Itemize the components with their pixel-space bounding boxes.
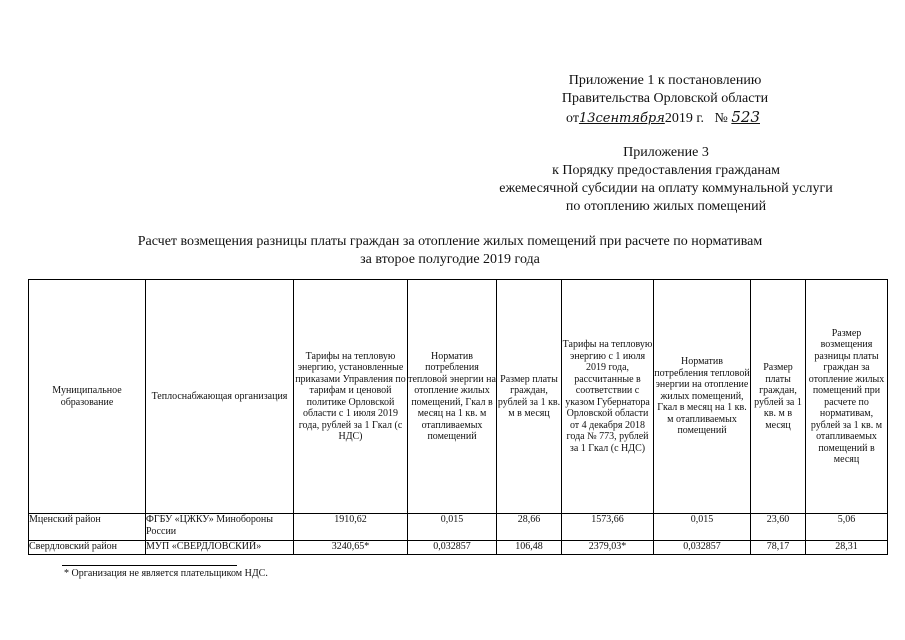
col-header: Норматив потребления тепловой энергии на отопление жилых помещений, Гкал в месяц на 1 кв. м отапливаемых помещений: [408, 280, 497, 514]
table-cell: 0,032857: [408, 541, 497, 555]
col-header: Размер платы граждан, рублей за 1 кв. м в месяц: [751, 280, 806, 514]
table-cell: 106,48: [497, 541, 562, 555]
table-cell: 28,31: [806, 541, 888, 555]
handwritten-date: 13сентября: [578, 111, 665, 126]
table-cell: 23,60: [751, 514, 806, 541]
annex3-line4: по отоплению жилых помещений: [565, 199, 767, 214]
table-cell: Мценский район: [29, 514, 146, 541]
title-line2: за второе полугодие 2019 года: [360, 252, 540, 267]
footnote: * Организация не является плательщиком НДС.: [64, 568, 268, 579]
table-cell: 78,17: [751, 541, 806, 555]
annex3-line2: к Порядку предоставления гражданам: [552, 163, 780, 178]
handwritten-number: 523: [731, 108, 760, 126]
title-line1: Расчет возмещения разницы платы граждан за отопление жилых помещений при расчете по нормативам: [137, 234, 763, 249]
table-cell: 1910,62: [294, 514, 408, 541]
table-cell: 28,66: [497, 514, 562, 541]
col-header: Муниципальное образование: [29, 280, 146, 514]
annex3-line1: Приложение 3: [623, 145, 709, 160]
annex1-line1: Приложение 1 к постановлению: [568, 73, 762, 88]
col-header: Тарифы на тепловую энергию, установленные приказами Управления по тарифам и ценовой политике Орловской области с 1 июля 2019 года, рублей за 1 Гкал (с НДС): [294, 280, 408, 514]
document-title: [60, 233, 840, 269]
col-header: Норматив потребления тепловой энергии на отопление жилых помещений, Гкал в месяц на 1 кв. м отапливаемых помещений: [654, 280, 751, 514]
annex1-ot: от: [566, 111, 579, 126]
table-cell: ФГБУ «ЦЖКУ» Минобороны России: [146, 514, 294, 541]
annex1-year: 2019 г.: [664, 111, 704, 126]
table-row: [29, 514, 888, 541]
table-header-row: [29, 280, 888, 514]
table-cell: Свердловский район: [29, 541, 146, 555]
table-cell: МУП «СВЕРДЛОВСКИЙ»: [146, 541, 294, 555]
table-cell: 0,032857: [654, 541, 751, 555]
table-cell: 0,015: [408, 514, 497, 541]
annex1-line2: Правительства Орловской области: [561, 91, 769, 106]
col-header: Тарифы на тепловую энергию с 1 июля 2019 года, рассчитанные в соответствии с указом Губернатора Орловской области от 4 декабря 2018 года № 773, рублей за 1 Гкал (с НДС): [562, 280, 654, 514]
table-cell: 3240,65*: [294, 541, 408, 555]
table-cell: 2379,03*: [562, 541, 654, 555]
col-header: Размер платы граждан, рублей за 1 кв. м в месяц: [497, 280, 562, 514]
table-cell: 0,015: [654, 514, 751, 541]
table-cell: 1573,66: [562, 514, 654, 541]
annex1-date-line: [566, 109, 760, 127]
annex3-line3: ежемесячной субсидии на оплату коммунальной услуги: [499, 181, 833, 196]
annex1-number-label: №: [714, 111, 728, 126]
subsidy-table: [28, 279, 888, 555]
table-row: [29, 541, 888, 555]
table-cell: 5,06: [806, 514, 888, 541]
col-header: Теплоснабжающая организация: [146, 280, 294, 514]
footnote-divider: [62, 565, 237, 566]
col-header: Размер возмещения разницы платы граждан за отопление жилых помещений при расчете по нормативам, рублей за 1 кв. м отапливаемых помещений в месяц: [806, 280, 888, 514]
